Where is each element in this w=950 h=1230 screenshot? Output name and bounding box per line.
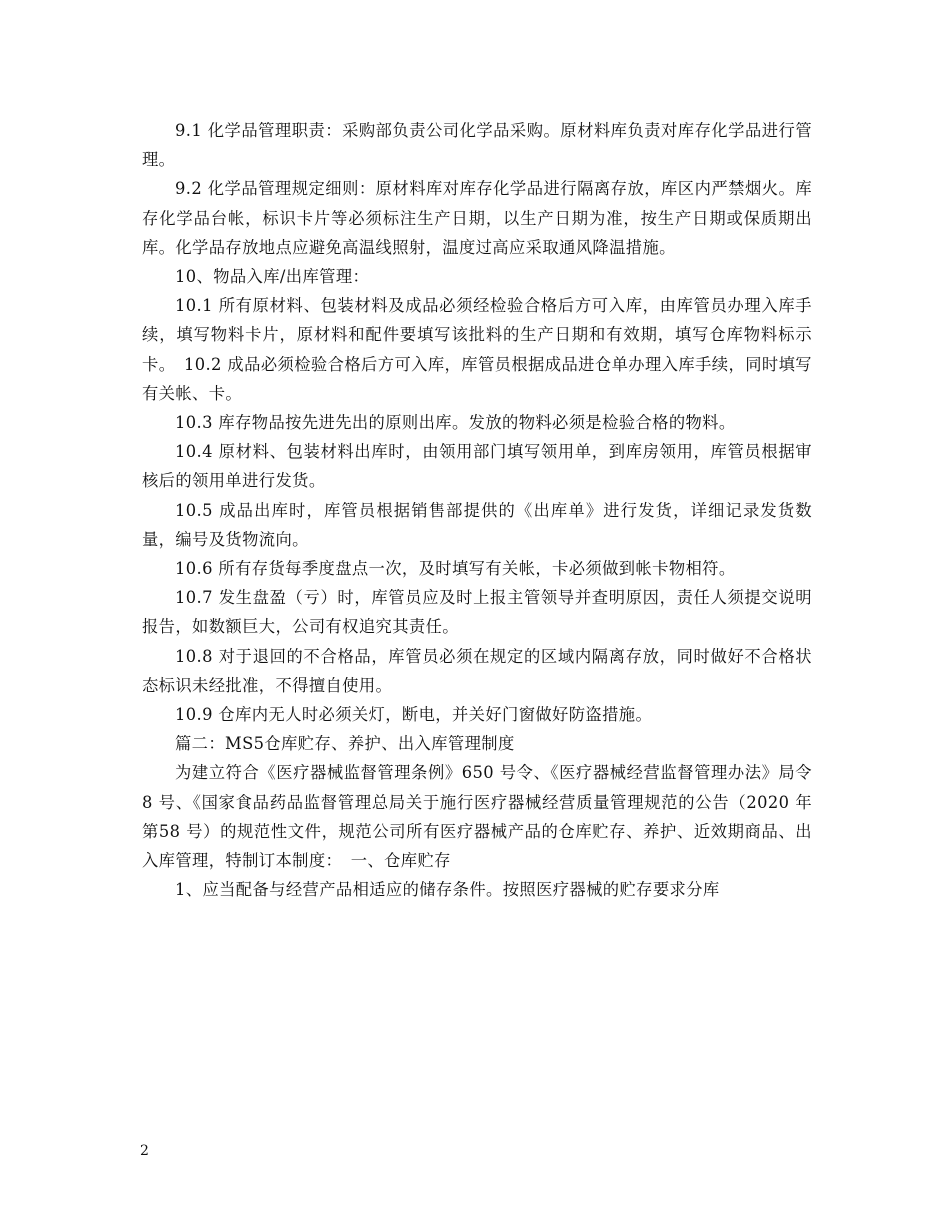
- paragraph-10-8: 10.8 对于退回的不合格品，库管员必须在规定的区域内隔离存放，同时做好不合格状态标识未经批准，不得擅自使用。: [142, 646, 812, 695]
- paragraph-10-heading: 10、物品入库/出库管理：: [175, 267, 370, 287]
- paragraph-9-1: 9.1 化学品管理职责：采购部负责公司化学品采购。原材料库负责对库存化学品进行管理。: [142, 121, 812, 170]
- paragraph-storage-1: 1、应当配备与经营产品相适应的储存条件。按照医疗器械的贮存要求分库: [175, 880, 720, 900]
- paragraph-10-3: 10.3 库存物品按先进先出的原则出库。发放的物料必须是检验合格的物料。: [175, 413, 736, 433]
- paragraph-10-5: 10.5 成品出库时，库管员根据销售部提供的《出库单》进行发货，详细记录发货数量，编号及货物流向。: [142, 500, 812, 549]
- paragraph-10-1: 10.1 所有原材料、包装材料及成品必须经检验合格后方可入库，由库管员办理入库手续，填写物料卡片，原材料和配件要填写该批料的生产日期和有效期，填写仓库物料标示卡。 10.2 成品必须检验合格后方可入库，库管员根据成品进仓单办理入库手续，同时填写有关帐、卡。: [142, 296, 812, 403]
- paragraph-10-9: 10.9 仓库内无人时必须关灯，断电，并关好门窗做好防盗措施。: [175, 705, 653, 725]
- page-number: 2: [140, 1143, 149, 1159]
- paragraph-10-6: 10.6 所有存货每季度盘点一次，及时填写有关帐，卡必须做到帐卡物相符。: [175, 559, 736, 579]
- paragraph-10-7: 10.7 发生盘盈（亏）时，库管员应及时上报主管领导并查明原因，责任人须提交说明报告，如数额巨大，公司有权追究其责任。: [142, 588, 812, 637]
- paragraph-9-2: 9.2 化学品管理规定细则：原材料库对库存化学品进行隔离存放，库区内严禁烟火。库存化学品台帐，标识卡片等必须标注生产日期，以生产日期为准，按生产日期或保质期出库。化学品存放地点应避免高温线照射，温度过高应采取通风降温措施。: [142, 179, 812, 257]
- paragraph-intro: 为建立符合《医疗器械监督管理条例》650 号令、《医疗器械经营监督管理办法》局令8 号、《国家食品药品监督管理总局关于施行医疗器械经营质量管理规范的公告（2020 年第58 号）的规范性文件，规范公司所有医疗器械产品的仓库贮存、养护、近效期商品、出入库管理，特制订本制度： 一、仓库贮存: [142, 763, 812, 871]
- document-body: [142, 116, 812, 904]
- section-title-part-two: 篇二：MS5仓库贮存、养护、出入库管理制度: [175, 734, 515, 754]
- paragraph-10-4: 10.4 原材料、包装材料出库时，由领用部门填写领用单，到库房领用，库管员根据审核后的领用单进行发货。: [142, 442, 812, 491]
